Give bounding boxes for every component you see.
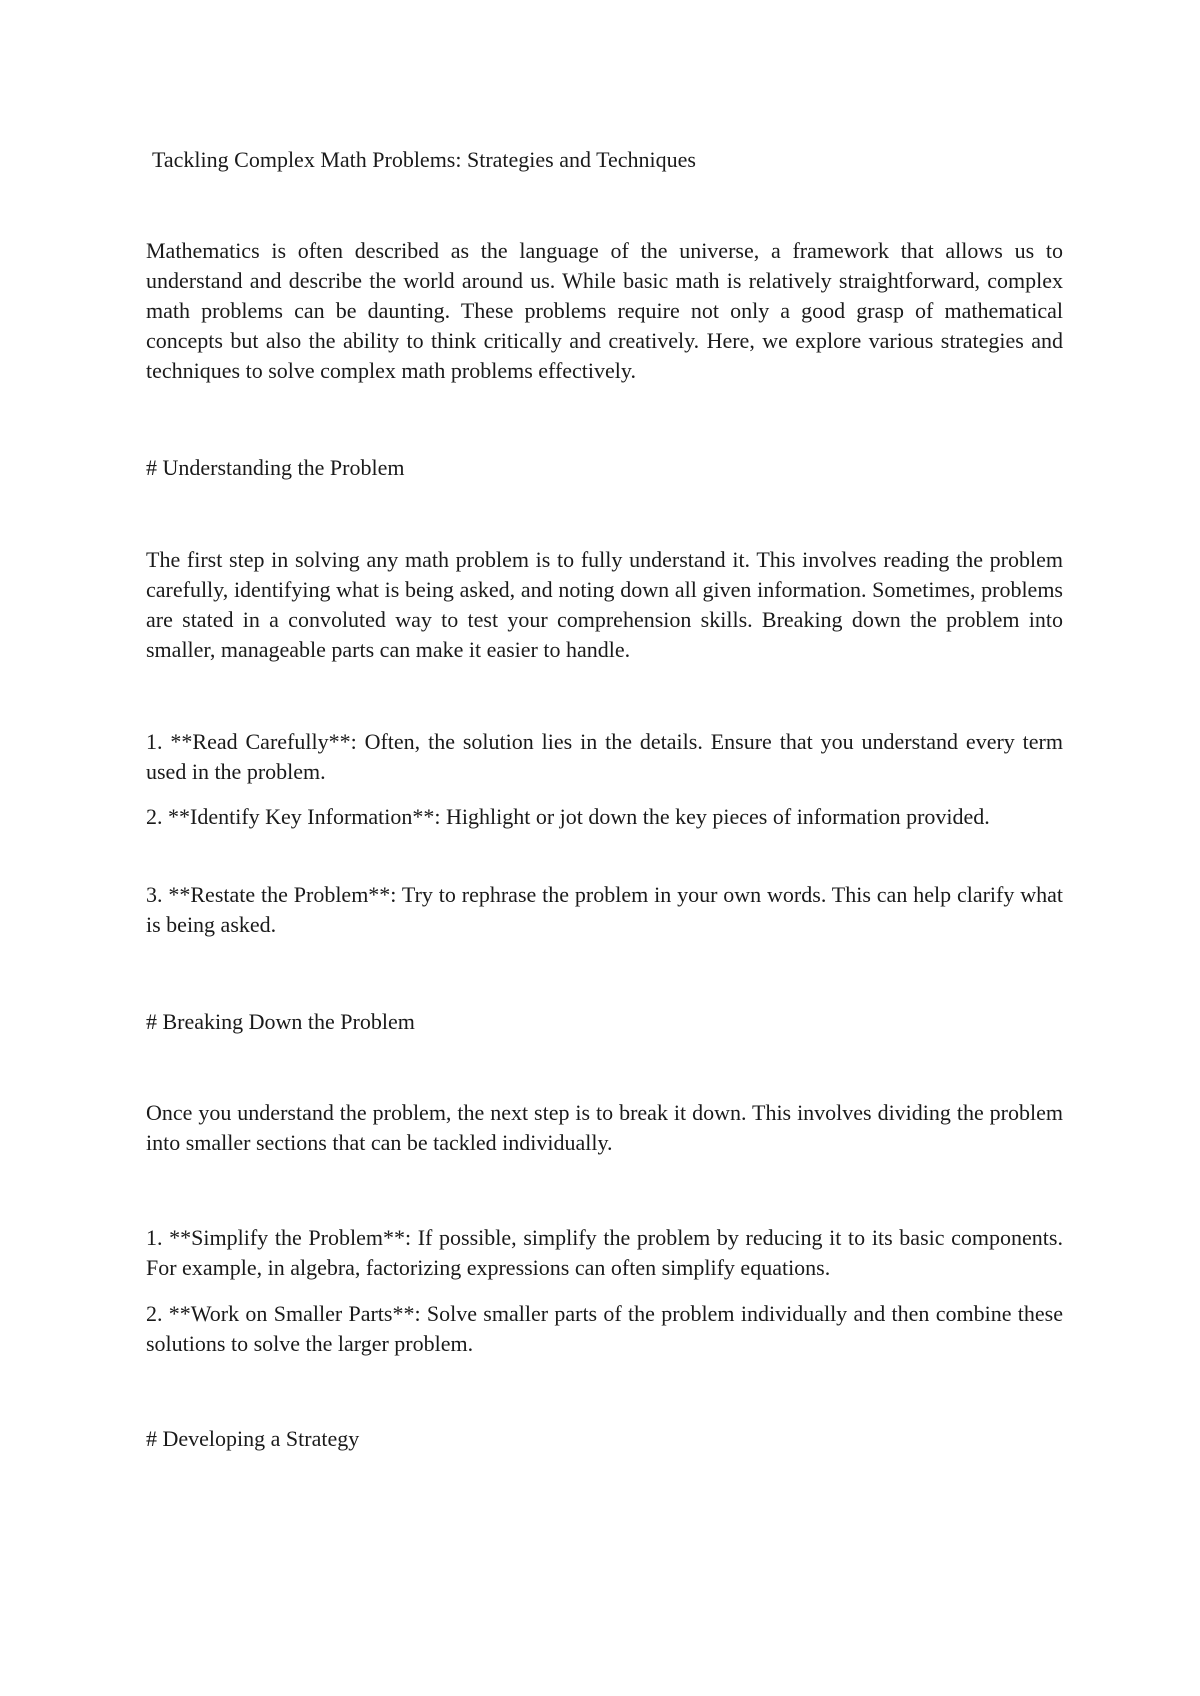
section-heading-understanding: # Understanding the Problem — [146, 455, 405, 480]
list-item-work-smaller-parts: 2. **Work on Smaller Parts**: Solve smaller parts of the problem individually and then combine these solutions to solve the larger problem. — [146, 1301, 1063, 1356]
intro-paragraph: Mathematics is often described as the language of the universe, a framework that allows us to understand and describe the world around us. While basic math is relatively straightforward, complex math problems can be daunting. These problems require not only a good grasp of mathematical concepts but also the ability to think critically and creatively. Here, we explore various strategies and techniques to solve complex math problems effectively. — [146, 238, 1063, 383]
list-item-restate-problem: 3. **Restate the Problem**: Try to rephrase the problem in your own words. This can help clarify what is being asked. — [146, 882, 1063, 937]
section-heading-breaking-down: # Breaking Down the Problem — [146, 1009, 415, 1034]
section-heading-developing-strategy: # Developing a Strategy — [146, 1426, 360, 1451]
section-paragraph-breaking-down: Once you understand the problem, the next step is to break it down. This involves dividing the problem into smaller sections that can be tackled individually. — [146, 1100, 1063, 1155]
list-item-identify-key-information: 2. **Identify Key Information**: Highlight or jot down the key pieces of information provided. — [146, 804, 990, 829]
list-item-simplify-problem: 1. **Simplify the Problem**: If possible, simplify the problem by reducing it to its basic components. For example, in algebra, factorizing expressions can often simplify equations. — [146, 1225, 1063, 1280]
list-item-read-carefully: 1. **Read Carefully**: Often, the solution lies in the details. Ensure that you understand every term used in the problem. — [146, 729, 1063, 784]
document-title: Tackling Complex Math Problems: Strategies and Techniques — [152, 147, 696, 172]
section-paragraph-understanding: The first step in solving any math problem is to fully understand it. This involves reading the problem carefully, identifying what is being asked, and noting down all given information. Sometimes, problems are stated in a convoluted way to test your comprehension skills. Breaking down the problem into smaller, manageable parts can make it easier to handle. — [146, 547, 1063, 662]
